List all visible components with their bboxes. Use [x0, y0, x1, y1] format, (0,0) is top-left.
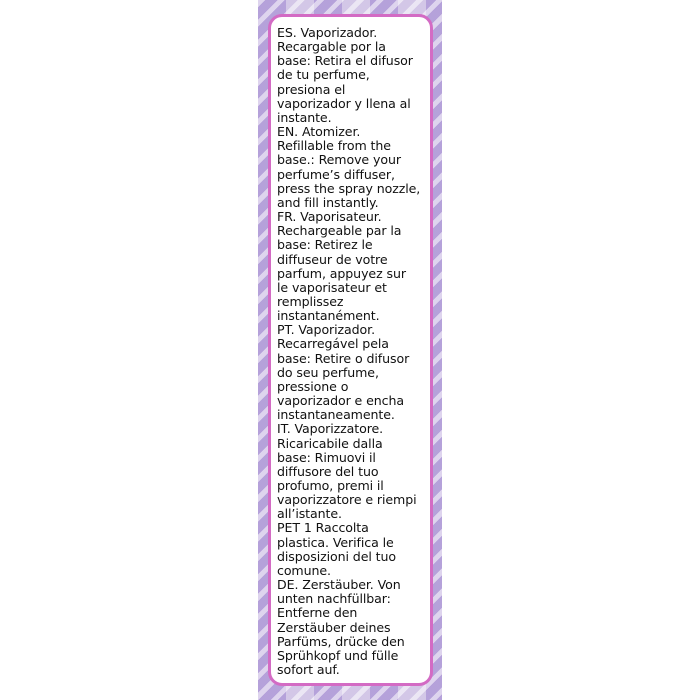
- text-line: PT. Vaporizador.: [277, 322, 375, 338]
- text-line: presiona el: [277, 81, 346, 97]
- text-line: press the spray nozzle,: [277, 180, 421, 196]
- text-line: all’istante.: [277, 506, 342, 522]
- text-line: do seu perfume,: [277, 364, 379, 380]
- text-line: base: Retire o difusor: [277, 350, 410, 366]
- text-line: unten nachfüllbar:: [277, 591, 391, 607]
- text-line: Recarregável pela: [277, 336, 389, 352]
- text-line: Rechargeable par la: [277, 223, 402, 239]
- text-line: ES. Vaporizador.: [277, 25, 378, 40]
- text-line: disposizioni del tuo: [277, 548, 396, 564]
- text-line: base.: Remove your: [277, 152, 401, 168]
- text-line: instantanément.: [277, 308, 380, 324]
- text-line: base: Rimuovi il: [277, 449, 376, 465]
- text-line: parfum, appuyez sur: [277, 265, 406, 281]
- text-line: diffusore del tuo: [277, 463, 379, 479]
- text-line: vaporizzatore e riempi: [277, 492, 417, 508]
- text-line: Zerstäuber deines: [277, 619, 391, 635]
- instruction-label: [268, 14, 433, 686]
- text-line: IT. Vaporizzatore.: [277, 421, 384, 437]
- text-line: PET 1 Raccolta: [277, 520, 369, 536]
- text-line: Refillable from the: [277, 138, 391, 154]
- text-line: de tu perfume,: [277, 67, 370, 83]
- text-line: base: Retira el difusor: [277, 53, 413, 69]
- text-line: base: Retirez le: [277, 237, 373, 253]
- text-line: Parfüms, drücke den: [277, 633, 405, 649]
- label-text: [277, 26, 424, 677]
- text-line: remplissez: [277, 293, 344, 309]
- text-line: vaporizador e encha: [277, 393, 404, 409]
- text-line: Ricaricabile dalla: [277, 435, 383, 451]
- text-line: FR. Vaporisateur.: [277, 209, 382, 225]
- text-line: Entferne den: [277, 605, 358, 621]
- text-line: and fill instantly.: [277, 194, 379, 210]
- text-line: le vaporisateur et: [277, 279, 387, 295]
- text-line: sofort auf.: [277, 662, 340, 678]
- text-line: DE. Zerstäuber. Von: [277, 577, 401, 593]
- text-line: pressione o: [277, 378, 349, 394]
- text-line: comune.: [277, 562, 331, 578]
- text-line: instante.: [277, 109, 332, 125]
- text-line: plastica. Verifica le: [277, 534, 394, 550]
- text-line: perfume’s diffuser,: [277, 166, 395, 182]
- text-line: profumo, premi il: [277, 478, 384, 493]
- text-line: diffuseur de votre: [277, 251, 388, 267]
- text-line: Sprühkopf und fülle: [277, 647, 399, 663]
- text-line: instantaneamente.: [277, 407, 395, 423]
- text-line: EN. Atomizer.: [277, 124, 361, 140]
- text-line: Recargable por la: [277, 39, 386, 55]
- text-line: vaporizador y llena al: [277, 95, 411, 111]
